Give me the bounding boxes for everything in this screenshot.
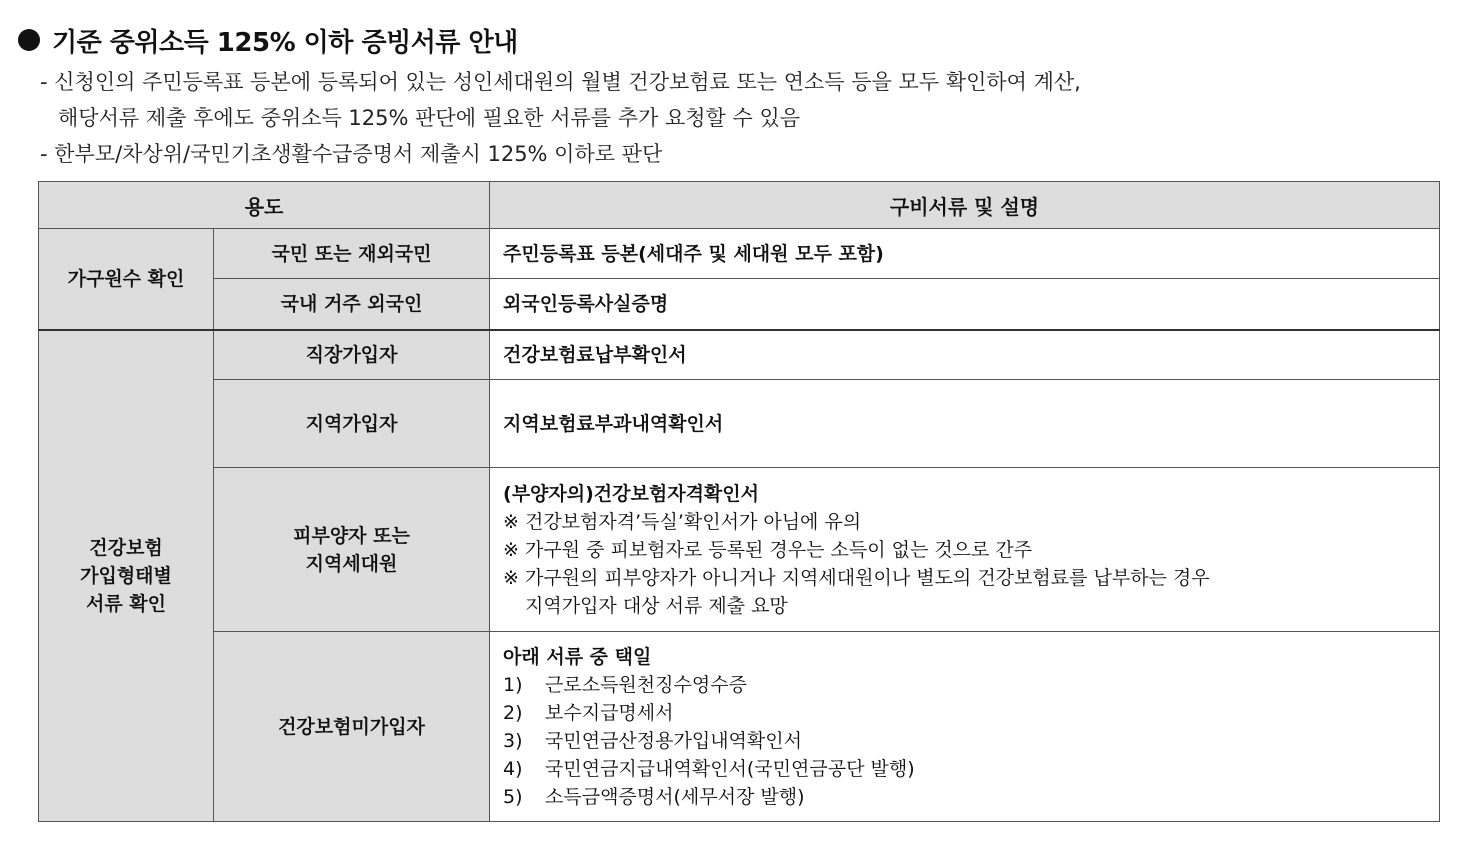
table-row (39, 380, 1440, 468)
list-item (503, 783, 1439, 811)
row-type-line: 지역세대원 (305, 552, 398, 575)
list-item-number: 1) (503, 673, 523, 696)
group-label-line: 가입형태별 (80, 564, 172, 587)
row-type: 직장가입자 (214, 330, 490, 380)
doc-note: ※ 가구원 중 피보험자로 등록된 경우는 소득이 없는 것으로 간주 (503, 538, 1033, 561)
row-doc (490, 468, 1440, 632)
row-type-line: 피부양자 또는 (293, 524, 410, 547)
doc-note: ※ 건강보험자격’득실’확인서가 아님에 유의 (503, 510, 862, 533)
table-row (39, 330, 1440, 380)
notes-block (40, 64, 1081, 172)
list-item-number: 2) (503, 701, 523, 724)
row-doc: 건강보험료납부확인서 (490, 330, 1440, 380)
list-item (503, 699, 1439, 727)
doc-title: (부양자의)건강보험자격확인서 (503, 482, 759, 505)
list-item-text: 소득금액증명서(세무서장 발행) (545, 785, 805, 808)
header-documents: 구비서류 및 설명 (490, 182, 1440, 229)
table-row (39, 279, 1440, 330)
table-header-row (39, 182, 1440, 229)
table-row (39, 229, 1440, 279)
row-doc: 주민등록표 등본(세대주 및 세대원 모두 포함) (490, 229, 1440, 279)
list-item-text: 국민연금산정용가입내역확인서 (545, 729, 802, 752)
note-line-2: 해당서류 제출 후에도 중위소득 125% 판단에 필요한 서류를 추가 요청할 수 있음 (58, 106, 801, 130)
page-title: 기준 중위소득 125% 이하 증빙서류 안내 (52, 27, 518, 58)
note-line-3: - 한부모/차상위/국민기초생활수급증명서 제출시 125% 이하로 판단 (40, 142, 663, 166)
row-doc: 지역보험료부과내역확인서 (490, 380, 1440, 468)
bullet-icon (18, 29, 40, 51)
group-label-insurance (39, 330, 214, 822)
row-doc: 외국인등록사실증명 (490, 279, 1440, 330)
list-item (503, 727, 1439, 755)
row-doc (490, 632, 1440, 822)
list-item (503, 671, 1439, 699)
list-item-text: 보수지급명세서 (545, 701, 674, 724)
list-item-text: 근로소득원천징수영수증 (545, 673, 747, 696)
row-type: 국내 거주 외국인 (214, 279, 490, 330)
list-item-text: 국민연금지급내역확인서(국민연금공단 발행) (545, 757, 915, 780)
group-label-household: 가구원수 확인 (39, 229, 214, 330)
doc-note: ※ 가구원의 피부양자가 아니거나 지역세대원이나 별도의 건강보험료를 납부하는 경우 (503, 566, 1210, 589)
doc-note: 지역가입자 대상 서류 제출 요망 (525, 594, 788, 617)
doc-title: 아래 서류 중 택일 (503, 645, 652, 668)
group-label-line: 서류 확인 (85, 592, 167, 615)
table-row (39, 632, 1440, 822)
documents-table (38, 181, 1440, 822)
row-type: 지역가입자 (214, 380, 490, 468)
list-item-number: 5) (503, 785, 523, 808)
list-item-number: 4) (503, 757, 523, 780)
row-type (214, 468, 490, 632)
row-type: 건강보험미가입자 (214, 632, 490, 822)
group-label-line: 건강보험 (89, 536, 163, 559)
list-item (503, 755, 1439, 783)
table-row (39, 468, 1440, 632)
list-item-number: 3) (503, 729, 523, 752)
row-type: 국민 또는 재외국민 (214, 229, 490, 279)
header-purpose: 용도 (39, 182, 490, 229)
note-line-1: - 신청인의 주민등록표 등본에 등록되어 있는 성인세대원의 월별 건강보험료 또는 연소득 등을 모두 확인하여 계산, (40, 70, 1081, 94)
title-row (18, 18, 518, 62)
